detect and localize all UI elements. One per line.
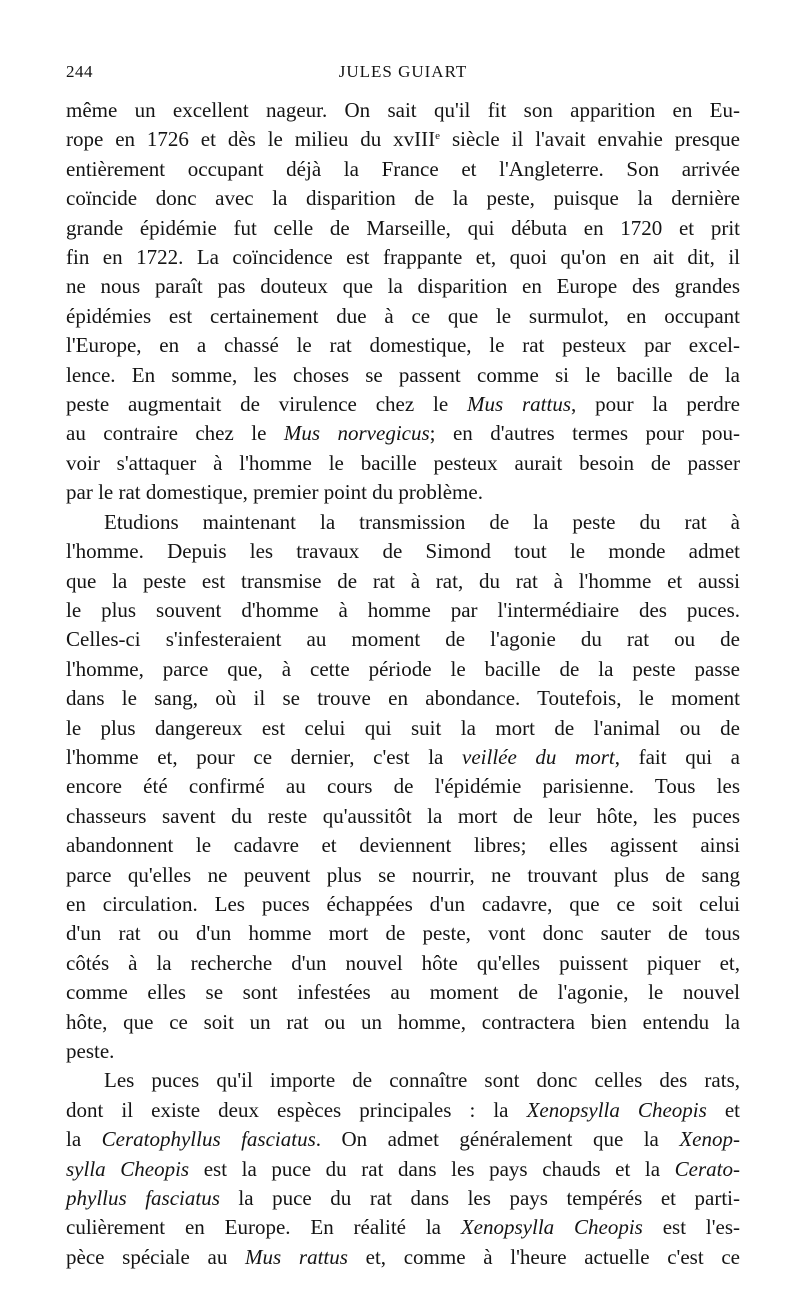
text-line: l'homme. Depuis les travaux de Simond tout le monde admet bbox=[66, 539, 740, 564]
text-line: l'homme, parce que, à cette période le bacille de la peste passe bbox=[66, 656, 740, 681]
text-line: fin en 1722. La coïncidence est frappante et, quoi qu'on en ait dit, il bbox=[66, 245, 740, 270]
text-line: Etudions maintenant la transmission de la peste du rat à bbox=[104, 509, 740, 534]
text-line: abandonnent le cadavre et deviennent libres; elles agissent ainsi bbox=[66, 833, 740, 858]
text-line: peste augmentait de virulence chez le Mus rattus, pour la perdre bbox=[66, 392, 741, 417]
book-page bbox=[66, 62, 740, 1272]
text-line: que la peste est transmise de rat à rat, du rat à l'homme et aussi bbox=[66, 568, 740, 593]
text-line: dont il existe deux espèces principales : la Xenopsylla Cheopis et bbox=[66, 1097, 740, 1122]
text-line: le plus dangereux est celui qui suit la mort de l'animal ou de bbox=[66, 715, 740, 740]
text-line: culièrement en Europe. En réalité la Xenopsylla Cheopis est l'es- bbox=[66, 1215, 740, 1240]
text-line: chasseurs savent du reste qu'aussitôt la mort de leur hôte, les puces bbox=[66, 803, 740, 828]
text-line: rope en 1726 et dès le milieu du xvIII$^e$ siècle il l'avait envahie presque bbox=[66, 127, 740, 152]
text-line: l'homme et, pour ce dernier, c'est la veillée du mort, fait qui a bbox=[66, 744, 741, 769]
text-line: comme elles se sont infestées au moment de l'agonie, le nouvel bbox=[66, 980, 740, 1005]
text-line: peste. bbox=[66, 1039, 115, 1063]
text-line: entièrement occupant déjà la France et l'Angleterre. Son arrivée bbox=[66, 156, 740, 181]
text-line: la Ceratophyllus fasciatus. On admet généralement que la Xenop- bbox=[66, 1127, 741, 1152]
body-text bbox=[66, 96, 740, 1272]
text-line: le plus souvent d'homme à homme par l'intermédiaire des puces. bbox=[66, 597, 740, 622]
page-number: 244 bbox=[66, 62, 93, 81]
paragraph bbox=[66, 1066, 740, 1272]
text-line: voir s'attaquer à l'homme le bacille pesteux aurait besoin de passer bbox=[66, 450, 740, 475]
text-line: parce qu'elles ne peuvent plus se nourrir, ne trouvant plus de sang bbox=[66, 862, 740, 887]
text-line: côtés à la recherche d'un nouvel hôte qu'elles puissent piquer et, bbox=[66, 950, 740, 975]
text-line: même un excellent nageur. On sait qu'il fit son apparition en Eu- bbox=[66, 98, 740, 122]
page-header bbox=[66, 62, 740, 92]
text-line: sylla Cheopis est la puce du rat dans les pays chauds et la Cerato- bbox=[66, 1156, 740, 1181]
text-line: Les puces qu'il importe de connaître sont donc celles des rats, bbox=[104, 1068, 740, 1093]
text-line: ne nous paraît pas douteux que la disparition en Europe des grandes bbox=[66, 274, 740, 299]
paragraph bbox=[66, 96, 740, 508]
text-line: lence. En somme, les choses se passent comme si le bacille de la bbox=[66, 362, 740, 387]
text-line: dans le sang, où il se trouve en abondance. Toutefois, le moment bbox=[66, 686, 740, 711]
running-title: JULES GUIART bbox=[338, 62, 468, 81]
text-line: encore été confirmé au cours de l'épidémie parisienne. Tous les bbox=[66, 774, 740, 799]
text-line: Celles-ci s'infesteraient au moment de l'agonie du rat ou de bbox=[66, 627, 740, 652]
text-line: par le rat domestique, premier point du problème. bbox=[66, 480, 483, 505]
text-line: l'Europe, en a chassé le rat domestique, le rat pesteux par excel- bbox=[66, 333, 740, 358]
text-line: pèce spéciale au Mus rattus et, comme à l'heure actuelle c'est ce bbox=[66, 1244, 740, 1269]
text-line: phyllus fasciatus la puce du rat dans les pays tempérés et parti- bbox=[66, 1186, 740, 1211]
text-line: en circulation. Les puces échappées d'un cadavre, que ce soit celui bbox=[66, 891, 740, 916]
text-line: grande épidémie fut celle de Marseille, qui débuta en 1720 et prit bbox=[66, 215, 740, 240]
text-line: au contraire chez le Mus norvegicus; en d'autres termes pour pou- bbox=[66, 421, 740, 446]
text-line: hôte, que ce soit un rat ou un homme, contractera bien entendu la bbox=[66, 1009, 740, 1034]
text-line: d'un rat ou d'un homme mort de peste, vont donc sauter de tous bbox=[66, 921, 740, 946]
paragraph bbox=[66, 508, 740, 1067]
text-line: épidémies est certainement due à ce que le surmulot, en occupant bbox=[66, 303, 740, 328]
text-line: coïncide donc avec la disparition de la peste, puisque la dernière bbox=[66, 186, 740, 211]
